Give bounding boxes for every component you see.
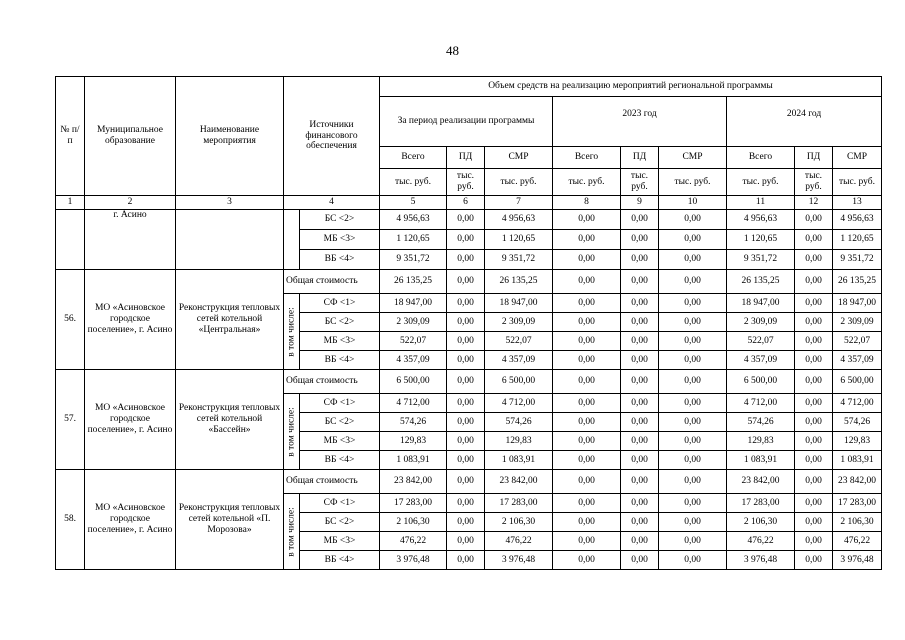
source-cell: СФ <1> bbox=[300, 494, 380, 513]
value-cell: 2 106,30 bbox=[380, 513, 447, 532]
value-cell: 0,00 bbox=[553, 351, 621, 370]
value-cell: 522,07 bbox=[833, 332, 882, 351]
value-cell: 0,00 bbox=[621, 294, 659, 313]
value-cell: 0,00 bbox=[447, 294, 485, 313]
value-cell: 0,00 bbox=[621, 210, 659, 230]
value-cell: 0,00 bbox=[621, 394, 659, 413]
value-cell: 0,00 bbox=[621, 513, 659, 532]
value-cell: 0,00 bbox=[659, 270, 727, 294]
value-cell: 0,00 bbox=[621, 470, 659, 494]
value-cell: 0,00 bbox=[659, 210, 727, 230]
value-cell: 0,00 bbox=[447, 470, 485, 494]
value-cell: 26 135,25 bbox=[727, 270, 795, 294]
value-cell: 0,00 bbox=[659, 470, 727, 494]
value-cell: 4 712,00 bbox=[380, 394, 447, 413]
value-cell: 18 947,00 bbox=[727, 294, 795, 313]
value-cell: 0,00 bbox=[621, 313, 659, 332]
source-cell: БС <2> bbox=[300, 210, 380, 230]
value-cell: 4 357,09 bbox=[727, 351, 795, 370]
header-col-smr: СМР bbox=[659, 147, 727, 169]
table-row bbox=[56, 210, 882, 230]
source-cell: БС <2> bbox=[300, 513, 380, 532]
value-cell: 0,00 bbox=[659, 532, 727, 551]
value-cell: 2 309,09 bbox=[833, 313, 882, 332]
source-cell: БС <2> bbox=[300, 313, 380, 332]
value-cell: 0,00 bbox=[447, 413, 485, 432]
incl-label-cell bbox=[284, 494, 300, 570]
header-unit: тыс. руб. bbox=[485, 169, 553, 196]
value-cell: 0,00 bbox=[659, 294, 727, 313]
value-cell: 0,00 bbox=[447, 230, 485, 250]
value-cell: 0,00 bbox=[795, 532, 833, 551]
value-cell: 0,00 bbox=[553, 451, 621, 470]
value-cell: 4 712,00 bbox=[485, 394, 553, 413]
table-row-total bbox=[56, 470, 882, 494]
header-unit: тыс. руб. bbox=[795, 169, 833, 196]
header-col-pd: ПД bbox=[447, 147, 485, 169]
incl-label-cell bbox=[284, 210, 300, 270]
event-cell: Реконструкция тепловых сетей котельной «П. Морозова» bbox=[176, 470, 284, 570]
value-cell: 4 712,00 bbox=[833, 394, 882, 413]
value-cell: 0,00 bbox=[553, 270, 621, 294]
table-row-total bbox=[56, 270, 882, 294]
header-municipality: Муниципальное образование bbox=[85, 77, 176, 196]
column-number: 11 bbox=[727, 196, 795, 210]
source-cell: ВБ <4> bbox=[300, 551, 380, 570]
value-cell: 0,00 bbox=[795, 332, 833, 351]
value-cell: 0,00 bbox=[553, 513, 621, 532]
incl-label: в том числе: bbox=[286, 506, 297, 557]
row-num-cell bbox=[56, 210, 85, 270]
row-num-cell: 57. bbox=[56, 370, 85, 470]
value-cell: 3 976,48 bbox=[727, 551, 795, 570]
column-number: 13 bbox=[833, 196, 882, 210]
value-cell: 129,83 bbox=[833, 432, 882, 451]
value-cell: 1 120,65 bbox=[727, 230, 795, 250]
value-cell: 0,00 bbox=[553, 294, 621, 313]
value-cell: 0,00 bbox=[659, 230, 727, 250]
value-cell: 574,26 bbox=[380, 413, 447, 432]
value-cell: 522,07 bbox=[485, 332, 553, 351]
value-cell: 0,00 bbox=[447, 370, 485, 394]
value-cell: 23 842,00 bbox=[485, 470, 553, 494]
value-cell: 9 351,72 bbox=[485, 250, 553, 270]
source-cell: МБ <3> bbox=[300, 532, 380, 551]
header-col-total: Всего bbox=[553, 147, 621, 169]
value-cell: 2 106,30 bbox=[727, 513, 795, 532]
source-cell: МБ <3> bbox=[300, 332, 380, 351]
value-cell: 18 947,00 bbox=[485, 294, 553, 313]
value-cell: 26 135,25 bbox=[485, 270, 553, 294]
value-cell: 2 309,09 bbox=[380, 313, 447, 332]
value-cell: 0,00 bbox=[553, 432, 621, 451]
value-cell: 0,00 bbox=[795, 210, 833, 230]
header-col-total: Всего bbox=[727, 147, 795, 169]
column-number: 1 bbox=[56, 196, 85, 210]
value-cell: 0,00 bbox=[621, 432, 659, 451]
header-unit: тыс. руб. bbox=[447, 169, 485, 196]
value-cell: 0,00 bbox=[659, 551, 727, 570]
value-cell: 0,00 bbox=[447, 494, 485, 513]
value-cell: 4 956,63 bbox=[485, 210, 553, 230]
value-cell: 0,00 bbox=[795, 370, 833, 394]
value-cell: 574,26 bbox=[727, 413, 795, 432]
value-cell: 17 283,00 bbox=[380, 494, 447, 513]
value-cell: 1 083,91 bbox=[485, 451, 553, 470]
value-cell: 0,00 bbox=[621, 551, 659, 570]
value-cell: 0,00 bbox=[795, 551, 833, 570]
value-cell: 0,00 bbox=[659, 351, 727, 370]
header-unit: тыс. руб. bbox=[380, 169, 447, 196]
value-cell: 18 947,00 bbox=[833, 294, 882, 313]
value-cell: 0,00 bbox=[795, 351, 833, 370]
value-cell: 6 500,00 bbox=[727, 370, 795, 394]
value-cell: 0,00 bbox=[621, 230, 659, 250]
value-cell: 0,00 bbox=[621, 270, 659, 294]
value-cell: 23 842,00 bbox=[727, 470, 795, 494]
value-cell: 9 351,72 bbox=[727, 250, 795, 270]
row-num-cell: 58. bbox=[56, 470, 85, 570]
value-cell: 0,00 bbox=[795, 494, 833, 513]
value-cell: 0,00 bbox=[795, 250, 833, 270]
column-number: 10 bbox=[659, 196, 727, 210]
value-cell: 574,26 bbox=[485, 413, 553, 432]
source-cell: ВБ <4> bbox=[300, 451, 380, 470]
value-cell: 0,00 bbox=[553, 370, 621, 394]
header-col-pd: ПД bbox=[795, 147, 833, 169]
row-num-cell: 56. bbox=[56, 270, 85, 370]
header-unit: тыс. руб. bbox=[553, 169, 621, 196]
value-cell: 26 135,25 bbox=[833, 270, 882, 294]
value-cell: 0,00 bbox=[447, 451, 485, 470]
value-cell: 4 956,63 bbox=[727, 210, 795, 230]
value-cell: 17 283,00 bbox=[485, 494, 553, 513]
source-cell: СФ <1> bbox=[300, 394, 380, 413]
value-cell: 4 357,09 bbox=[833, 351, 882, 370]
municipality-cell: МО «Асиновское городское поселение», г. Асино bbox=[85, 270, 176, 370]
value-cell: 0,00 bbox=[447, 513, 485, 532]
event-cell bbox=[176, 210, 284, 270]
column-number: 7 bbox=[485, 196, 553, 210]
value-cell: 4 956,63 bbox=[380, 210, 447, 230]
value-cell: 0,00 bbox=[795, 432, 833, 451]
value-cell: 0,00 bbox=[553, 494, 621, 513]
source-cell: МБ <3> bbox=[300, 230, 380, 250]
value-cell: 0,00 bbox=[659, 494, 727, 513]
value-cell: 0,00 bbox=[447, 313, 485, 332]
value-cell: 129,83 bbox=[380, 432, 447, 451]
value-cell: 0,00 bbox=[659, 370, 727, 394]
value-cell: 0,00 bbox=[553, 230, 621, 250]
source-cell: ВБ <4> bbox=[300, 250, 380, 270]
source-cell: БС <2> bbox=[300, 413, 380, 432]
value-cell: 9 351,72 bbox=[833, 250, 882, 270]
source-cell: МБ <3> bbox=[300, 432, 380, 451]
header-unit: тыс. руб. bbox=[621, 169, 659, 196]
value-cell: 0,00 bbox=[795, 394, 833, 413]
header-unit: тыс. руб. bbox=[727, 169, 795, 196]
source-cell: СФ <1> bbox=[300, 294, 380, 313]
value-cell: 0,00 bbox=[447, 270, 485, 294]
value-cell: 522,07 bbox=[727, 332, 795, 351]
value-cell: 0,00 bbox=[659, 332, 727, 351]
column-number: 12 bbox=[795, 196, 833, 210]
value-cell: 0,00 bbox=[659, 313, 727, 332]
column-number: 2 bbox=[85, 196, 176, 210]
header-row-1 bbox=[56, 77, 882, 97]
value-cell: 0,00 bbox=[553, 394, 621, 413]
value-cell: 1 083,91 bbox=[380, 451, 447, 470]
value-cell: 0,00 bbox=[621, 451, 659, 470]
value-cell: 0,00 bbox=[447, 351, 485, 370]
column-number: 5 bbox=[380, 196, 447, 210]
value-cell: 3 976,48 bbox=[485, 551, 553, 570]
value-cell: 476,22 bbox=[833, 532, 882, 551]
value-cell: 0,00 bbox=[621, 250, 659, 270]
value-cell: 1 120,65 bbox=[485, 230, 553, 250]
value-cell: 1 120,65 bbox=[380, 230, 447, 250]
header-year-2024: 2024 год bbox=[727, 97, 882, 147]
value-cell: 0,00 bbox=[795, 470, 833, 494]
value-cell: 0,00 bbox=[621, 494, 659, 513]
header-sources: Источники финансового обеспечения bbox=[284, 77, 380, 196]
value-cell: 3 976,48 bbox=[833, 551, 882, 570]
value-cell: 1 083,91 bbox=[833, 451, 882, 470]
value-cell: 0,00 bbox=[447, 432, 485, 451]
value-cell: 0,00 bbox=[553, 470, 621, 494]
total-label-cell: Общая стоимость bbox=[284, 370, 380, 394]
value-cell: 3 976,48 bbox=[380, 551, 447, 570]
value-cell: 0,00 bbox=[795, 294, 833, 313]
value-cell: 17 283,00 bbox=[727, 494, 795, 513]
value-cell: 6 500,00 bbox=[833, 370, 882, 394]
program-table bbox=[55, 76, 882, 570]
value-cell: 0,00 bbox=[447, 332, 485, 351]
value-cell: 0,00 bbox=[553, 413, 621, 432]
value-cell: 0,00 bbox=[553, 313, 621, 332]
event-cell: Реконструкция тепловых сетей котельной «Центральная» bbox=[176, 270, 284, 370]
value-cell: 4 712,00 bbox=[727, 394, 795, 413]
value-cell: 1 120,65 bbox=[833, 230, 882, 250]
value-cell: 0,00 bbox=[659, 451, 727, 470]
column-number: 9 bbox=[621, 196, 659, 210]
value-cell: 0,00 bbox=[447, 532, 485, 551]
value-cell: 522,07 bbox=[380, 332, 447, 351]
value-cell: 0,00 bbox=[553, 532, 621, 551]
value-cell: 0,00 bbox=[659, 432, 727, 451]
header-col-smr: СМР bbox=[833, 147, 882, 169]
header-volume: Объем средств на реализацию мероприятий региональной программы bbox=[380, 77, 882, 97]
value-cell: 6 500,00 bbox=[485, 370, 553, 394]
header-unit: тыс. руб. bbox=[659, 169, 727, 196]
value-cell: 0,00 bbox=[447, 250, 485, 270]
total-label-cell: Общая стоимость bbox=[284, 470, 380, 494]
value-cell: 0,00 bbox=[553, 551, 621, 570]
value-cell: 17 283,00 bbox=[833, 494, 882, 513]
header-col-pd: ПД bbox=[621, 147, 659, 169]
column-number: 3 bbox=[176, 196, 284, 210]
incl-label: в том числе: bbox=[286, 406, 297, 457]
value-cell: 0,00 bbox=[659, 394, 727, 413]
value-cell: 0,00 bbox=[621, 413, 659, 432]
municipality-cell: МО «Асиновское городское поселение», г. Асино bbox=[85, 370, 176, 470]
value-cell: 0,00 bbox=[621, 351, 659, 370]
value-cell: 4 357,09 bbox=[380, 351, 447, 370]
header-event: Наименование мероприятия bbox=[176, 77, 284, 196]
value-cell: 129,83 bbox=[727, 432, 795, 451]
value-cell: 0,00 bbox=[553, 210, 621, 230]
value-cell: 9 351,72 bbox=[380, 250, 447, 270]
municipality-cell: г. Асино bbox=[85, 210, 176, 270]
value-cell: 1 083,91 bbox=[727, 451, 795, 470]
value-cell: 4 956,63 bbox=[833, 210, 882, 230]
header-num: № п/п bbox=[56, 77, 85, 196]
column-number-row bbox=[56, 196, 882, 210]
table-row-total bbox=[56, 370, 882, 394]
value-cell: 0,00 bbox=[795, 270, 833, 294]
total-label-cell: Общая стоимость bbox=[284, 270, 380, 294]
header-col-smr: СМР bbox=[485, 147, 553, 169]
value-cell: 0,00 bbox=[659, 513, 727, 532]
value-cell: 476,22 bbox=[380, 532, 447, 551]
value-cell: 2 106,30 bbox=[833, 513, 882, 532]
column-number: 8 bbox=[553, 196, 621, 210]
value-cell: 0,00 bbox=[621, 370, 659, 394]
incl-label-cell bbox=[284, 294, 300, 370]
value-cell: 476,22 bbox=[727, 532, 795, 551]
value-cell: 6 500,00 bbox=[380, 370, 447, 394]
value-cell: 4 357,09 bbox=[485, 351, 553, 370]
value-cell: 0,00 bbox=[795, 451, 833, 470]
value-cell: 0,00 bbox=[447, 551, 485, 570]
value-cell: 0,00 bbox=[795, 313, 833, 332]
header-col-total: Всего bbox=[380, 147, 447, 169]
event-cell: Реконструкция тепловых сетей котельной «Бассейн» bbox=[176, 370, 284, 470]
column-number: 4 bbox=[284, 196, 380, 210]
value-cell: 18 947,00 bbox=[380, 294, 447, 313]
incl-label: в том числе: bbox=[286, 306, 297, 357]
value-cell: 574,26 bbox=[833, 413, 882, 432]
municipality-cell: МО «Асиновское городское поселение», г. Асино bbox=[85, 470, 176, 570]
header-period-total: За период реализации программы bbox=[380, 97, 553, 147]
value-cell: 0,00 bbox=[447, 210, 485, 230]
value-cell: 2 309,09 bbox=[485, 313, 553, 332]
source-cell: ВБ <4> bbox=[300, 351, 380, 370]
value-cell: 23 842,00 bbox=[833, 470, 882, 494]
value-cell: 0,00 bbox=[795, 230, 833, 250]
incl-label-cell bbox=[284, 394, 300, 470]
value-cell: 0,00 bbox=[553, 250, 621, 270]
value-cell: 0,00 bbox=[659, 250, 727, 270]
value-cell: 2 309,09 bbox=[727, 313, 795, 332]
value-cell: 0,00 bbox=[553, 332, 621, 351]
header-unit: тыс. руб. bbox=[833, 169, 882, 196]
value-cell: 26 135,25 bbox=[380, 270, 447, 294]
value-cell: 0,00 bbox=[659, 413, 727, 432]
header-year-2023: 2023 год bbox=[553, 97, 727, 147]
value-cell: 2 106,30 bbox=[485, 513, 553, 532]
value-cell: 0,00 bbox=[795, 413, 833, 432]
value-cell: 129,83 bbox=[485, 432, 553, 451]
column-number: 6 bbox=[447, 196, 485, 210]
value-cell: 0,00 bbox=[795, 513, 833, 532]
value-cell: 23 842,00 bbox=[380, 470, 447, 494]
value-cell: 0,00 bbox=[447, 394, 485, 413]
value-cell: 476,22 bbox=[485, 532, 553, 551]
value-cell: 0,00 bbox=[621, 532, 659, 551]
value-cell: 0,00 bbox=[621, 332, 659, 351]
page-number: 48 bbox=[446, 43, 459, 58]
